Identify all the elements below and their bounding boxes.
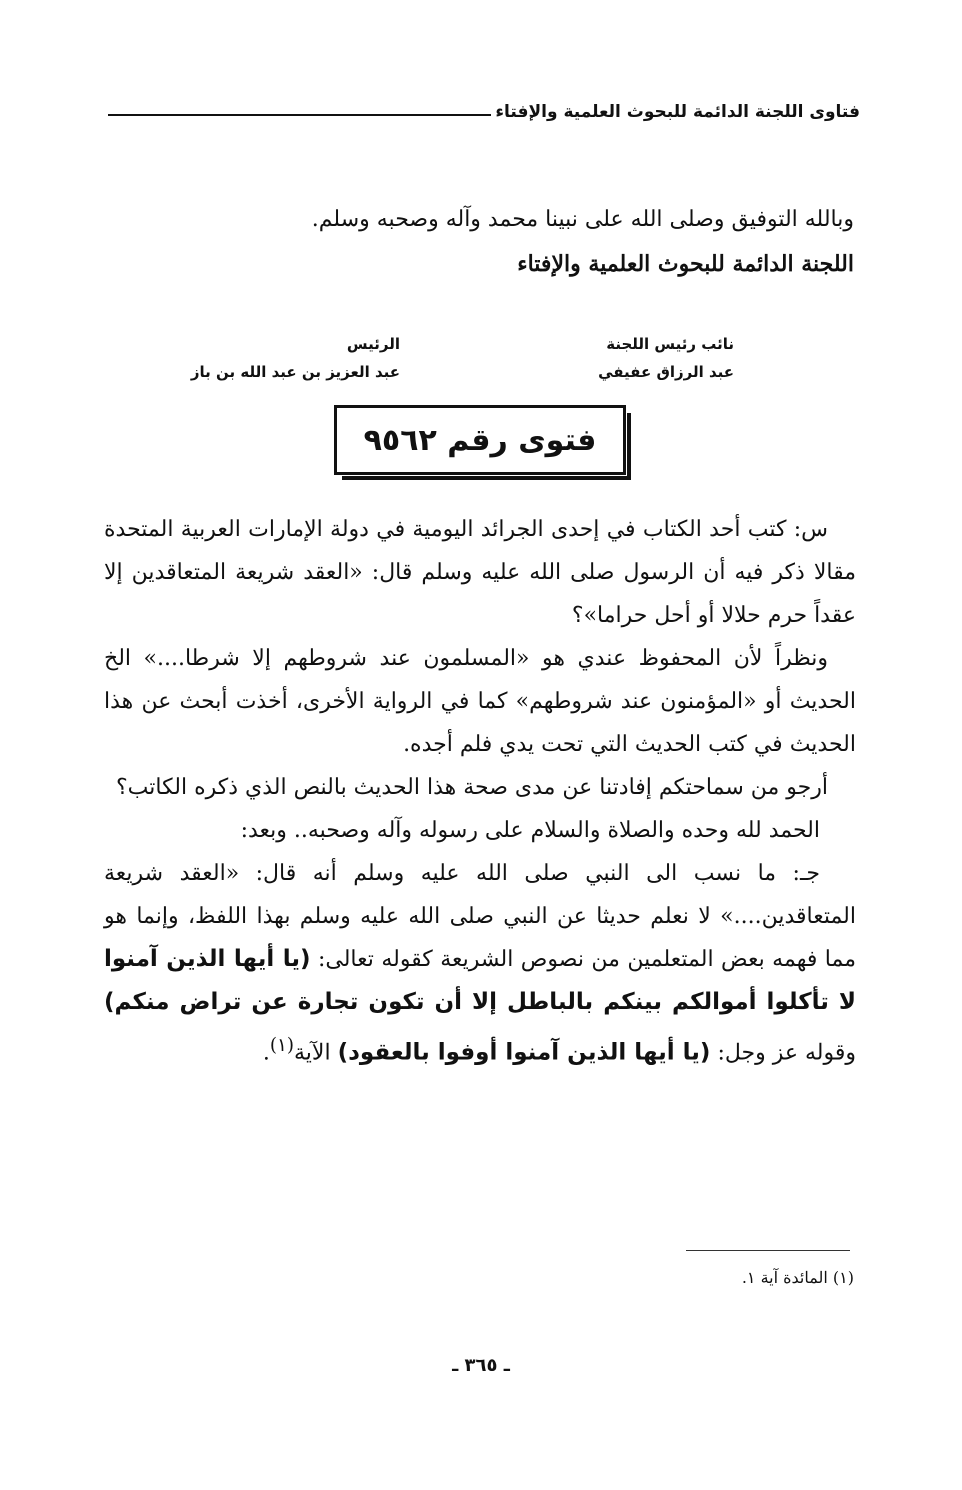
committee-name: اللجنة الدائمة للبحوث العلمية والإفتاء xyxy=(517,251,854,277)
question-paragraph: ونظراً لأن المحفوظ عندي هو «المسلمون عند شروطهم إلا شرطا....» الخ الحديث أو «المؤمنون عند شروطهم» كما في الرواية الأخرى، أخذت أبحث عن هذا الحديث في كتب الحديث التي تحت يدي فلم أجده. xyxy=(104,646,856,757)
header-rule xyxy=(108,114,491,116)
signature-vice-chair xyxy=(598,330,734,386)
answer-period: . xyxy=(262,1040,270,1066)
fatwa-title-box xyxy=(334,405,626,475)
closing-block xyxy=(154,198,854,286)
answer-praise: الحمد لله وحده والصلاة والسلام على رسوله وآله وصحبه.. وبعد: xyxy=(240,818,820,843)
question-paragraph: أرجو من سماحتكم إفادتنا عن مدى صحة هذا الحديث بالنص الذي ذكره الكاتب؟ xyxy=(116,775,828,800)
question-paragraph: س: كتب أحد الكتاب في إحدى الجرائد اليومية في دولة الإمارات العربية المتحدة مقالا ذكر فيه أن الرسول صلى الله عليه وسلم قال: «العقد شريعة المتعاقدين إلا عقداً حرم حلالا أو أحل حراما»؟ xyxy=(104,517,856,628)
answer-ending: الآية xyxy=(294,1040,331,1066)
footnote: (١) المائدة آية ١. xyxy=(741,1268,854,1287)
closing-line: وبالله التوفيق وصلى الله على نبينا محمد وآله وصحبه وسلم. xyxy=(311,207,854,232)
signature-chair xyxy=(191,330,400,386)
quran-verse: (يا أيها الذين آمنوا أوفوا بالعقود) xyxy=(337,1039,711,1066)
footnote-rule xyxy=(686,1250,850,1251)
footnote-marker: (١) xyxy=(269,1035,295,1056)
signature-role: الرئيس xyxy=(346,335,400,353)
running-header xyxy=(108,92,860,122)
answer-intro: جـ: ما نسب الى النبي صلى الله عليه وسلم أنه قال: «العقد شريعة المتعاقدين....» لا نعلم حديثا عن النبي صلى الله عليه وسلم بهذا اللفظ، وإنما هو مما فهمه بعض المتعلمين من نصوص الشريعة كقوله تعالى: xyxy=(104,861,857,972)
page-number: ـ ٣٦٥ ـ xyxy=(452,1355,510,1376)
quran-verse: (يا أيها الذين آمنوا لا تأكلوا أموالكم بينكم بالباطل إلا أن تكون تجارة عن تراض منكم) xyxy=(104,946,856,1015)
signature-role: نائب رئيس اللجنة xyxy=(606,335,734,353)
signature-name: عبد العزيز بن عبد الله بن باز xyxy=(190,363,400,381)
answer-paragraph xyxy=(104,852,856,1074)
header-title: فتاوى اللجنة الدائمة للبحوث العلمية والإفتاء xyxy=(495,102,860,122)
signature-name: عبد الرزاق عفيفي xyxy=(598,363,734,381)
fatwa-body xyxy=(104,508,856,1074)
fatwa-title: فتوى رقم ٩٥٦٢ xyxy=(363,422,597,458)
answer-connector: وقوله عز وجل: xyxy=(717,1040,856,1066)
